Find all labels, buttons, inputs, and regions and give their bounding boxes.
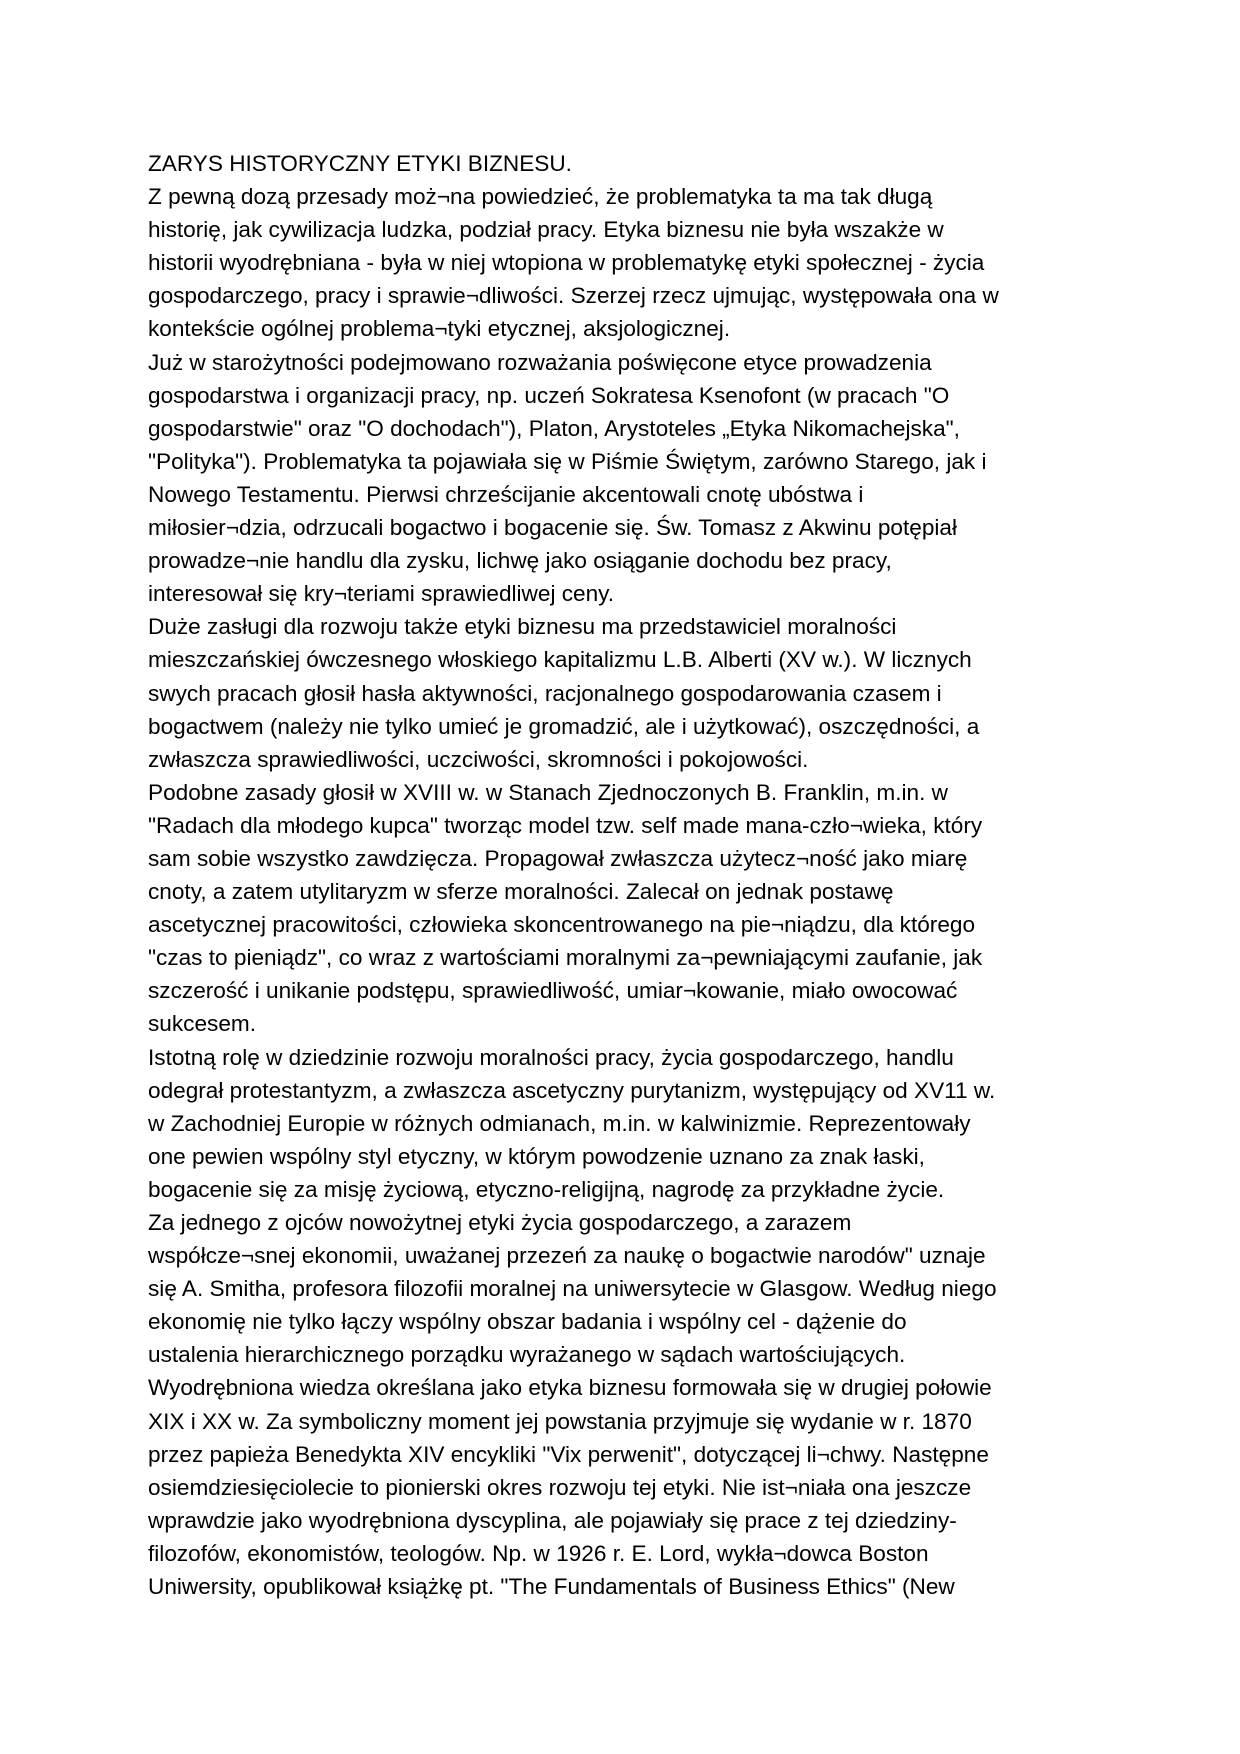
text-line: bogacenie się za misję życiową, etyczno-religijną, nagrodę za przykładne życie. (148, 1176, 945, 1202)
text-line: odegrał protestantyzm, a zwłaszcza ascetyczny purytanizm, występujący od XV11 w. (148, 1077, 996, 1103)
text-line: interesował się kry¬teriami sprawiedliwej ceny. (148, 581, 615, 607)
text-line: XIX i XX w. Za symboliczny moment jej powstania przyjmuje się wydanie w r. 1870 (148, 1408, 972, 1434)
document-body (148, 147, 1148, 1603)
document-title: ZARYS HISTORYCZNY ETYKI BIZNESU. (148, 151, 572, 176)
text-line: historię, jak cywilizacja ludzka, podział pracy. Etyka biznesu nie była wszakże w (148, 217, 944, 243)
text-line: Duże zasługi dla rozwoju także etyki biznesu ma przedstawiciel moralności (148, 614, 897, 640)
text-line: Za jednego z ojców nowożytnej etyki życia gospodarczego, a zarazem (148, 1210, 852, 1235)
text-line: filozofów, ekonomistów, teologów. Np. w 1926 r. E. Lord, wykła¬dowca Boston (148, 1540, 929, 1566)
text-line: Z pewną dozą przesady moż¬na powiedzieć, że problematyka ta ma tak długą (148, 184, 933, 210)
text-line: kontekście ogólnej problema¬tyki etycznej, aksjologicznej. (148, 316, 731, 342)
text-line: ustalenia hierarchicznego porządku wyrażanego w sądach wartościujących. (148, 1342, 906, 1368)
text-line: miłosier¬dzia, odrzucali bogactwo i bogacenie się. Św. Tomasz z Akwinu potępiał (148, 515, 957, 541)
text-line: w Zachodniej Europie w różnych odmianach, m.in. w kalwinizmie. Reprezentowały (148, 1110, 971, 1136)
text-line: ascetycznej pracowitości, człowieka skoncentrowanego na pie¬niądzu, dla którego (148, 912, 976, 938)
text-line: Istotną rolę w dziedzinie rozwoju moralności pracy, życia gospodarczego, handlu (148, 1044, 954, 1070)
text-line: Nowego Testamentu. Pierwsi chrześcijanie akcentowali cnotę ubóstwa i (148, 481, 864, 507)
text-line: współcze¬snej ekonomii, uważanej przezeń za naukę o bogactwie narodów" uznaje (148, 1243, 986, 1269)
text-line: swych pracach głosił hasła aktywności, racjonalnego gospodarowania czasem i (148, 680, 942, 706)
text-line: sam sobie wszystko zawdzięcza. Propagował zwłaszcza użytecz¬ność jako miarę (148, 845, 968, 871)
text-line: przez papieża Benedykta XIV encykliki "Vix perwenit", dotyczącej li¬chwy. Następne (148, 1441, 989, 1467)
text-line: ekonomię nie tylko łączy wspólny obszar badania i wspólny cel - dążenie do (148, 1309, 907, 1335)
text-line: Już w starożytności podejmowano rozważania poświęcone etyce prowadzenia (148, 349, 932, 375)
text-line: historii wyodrębniana - była w niej wtopiona w problematykę etyki społecznej - życia (148, 250, 985, 276)
text-line: "czas to pieniądz", co wraz z wartościami moralnymi za¬pewniającymi zaufanie, jak (148, 945, 983, 971)
text-line: się A. Smitha, profesora filozofii moralnej na uniwersytecie w Glasgow. Według niego (148, 1276, 997, 1302)
text-line: wprawdzie jako wyodrębniona dyscyplina, ale pojawiały się prace z tej dziedziny- (148, 1507, 957, 1533)
text-line: gospodarczego, pracy i sprawie¬dliwości. Szerzej rzecz ujmując, występowała ona w (148, 283, 999, 309)
text-line: osiemdziesięciolecie to pionierski okres rozwoju tej etyki. Nie ist¬niała ona jeszcze (148, 1474, 972, 1500)
text-line: sukcesem. (148, 1011, 256, 1037)
text-line: prowadze¬nie handlu dla zysku, lichwę jako osiąganie dochodu bez pracy, (148, 548, 892, 574)
text-line: szczerość i unikanie podstępu, sprawiedliwość, umiar¬kowanie, miało owocować (148, 978, 958, 1004)
text-line: mieszczańskiej ówczesnego włoskiego kapitalizmu L.B. Alberti (XV w.). W licznych (148, 647, 972, 673)
text-line: "Radach dla młodego kupca" tworząc model tzw. self made mana-czło¬wieka, który (148, 812, 983, 838)
text-line: Podobne zasady głosił w XVIII w. w Stanach Zjednoczonych B. Franklin, m.in. w (148, 779, 948, 805)
text-line: Uniwersity, opublikował książkę pt. "The Fundamentals of Business Ethics" (New (148, 1574, 955, 1600)
text-line: one pewien wspólny styl etyczny, w którym powodzenie uznano za znak łaski, (148, 1143, 925, 1169)
text-line: gospodarstwa i organizacji pracy, np. uczeń Sokratesa Ksenofont (w pracach "O (148, 382, 950, 408)
text-line: "Polityka"). Problematyka ta pojawiała się w Piśmie Świętym, zarówno Starego, jak i (148, 448, 987, 474)
text-line: cnoty, a zatem utylitaryzm w sferze moralności. Zalecał on jednak postawę (148, 879, 894, 905)
text-line: Wyodrębniona wiedza określana jako etyka biznesu formowała się w drugiej połowie (148, 1375, 992, 1401)
text-line: zwłaszcza sprawiedliwości, uczciwości, skromności i pokojowości. (148, 746, 809, 772)
text-line: gospodarstwie" oraz "O dochodach"), Platon, Arystoteles „Etyka Nikomachejska", (148, 415, 960, 441)
text-line: bogactwem (należy nie tylko umieć je gromadzić, ale i użytkować), oszczędności, a (148, 713, 980, 739)
